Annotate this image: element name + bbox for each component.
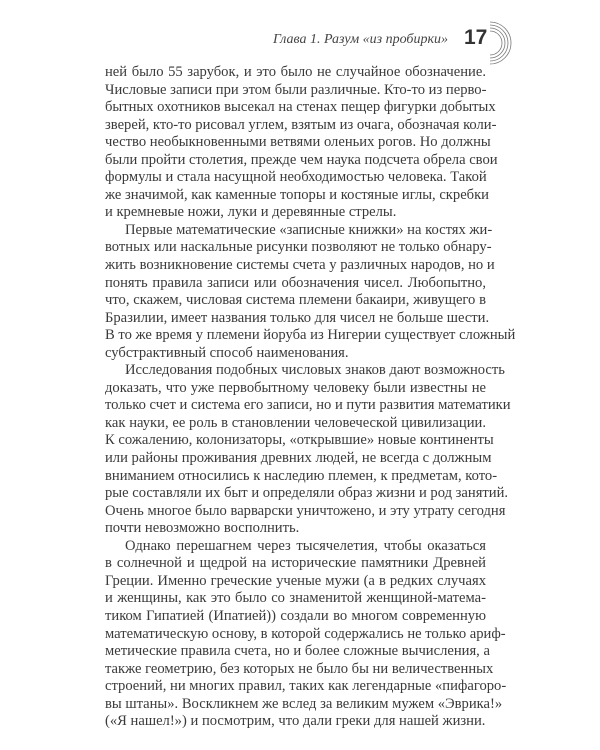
text-line: Числовые записи при этом были различные. Кто-то из перво- bbox=[105, 81, 487, 98]
text-line: доказать, что уже первобытному человеку были известны не bbox=[105, 379, 486, 396]
text-line: же значимой, как каменные топоры и костяные иглы, скребки bbox=[105, 186, 489, 203]
paragraph bbox=[105, 362, 511, 537]
text-line: также геометрию, без которых не было бы ни величественных bbox=[105, 660, 494, 677]
text-line: или районы проживания древних людей, не всегда с должным bbox=[105, 450, 492, 467]
text-line: были пройти столетия, прежде чем наука подсчета обрела свои bbox=[105, 151, 498, 168]
text-line: только счет и система его записи, но и пути развития математики bbox=[105, 397, 511, 414]
text-line: тиком Гипатией (Ипатией)) создали во многом современную bbox=[105, 607, 486, 624]
text-line: Первые математические «записные книжки» на костях жи- bbox=[125, 221, 493, 238]
text-line: вниманием относились к наследию племен, к предметам, кото- bbox=[105, 467, 498, 484]
text-line: математическую основу, в которой содержались не только ариф- bbox=[105, 625, 506, 642]
text-line: как науки, ее роль в становлении человеческой цивилизации. bbox=[105, 414, 486, 431]
text-line: Очень многое было варварски уничтожено, и эту утрату сегодня bbox=[105, 502, 506, 519]
text-line: Бразилии, имеет названия только для чисел не больше шести. bbox=[105, 309, 490, 326]
text-line: и кремневые ножи, луки и деревянные стрелы. bbox=[105, 204, 397, 221]
text-line: почти невозможно восполнить. bbox=[105, 520, 300, 537]
text-line: К сожалению, колонизаторы, «открывшие» новые континенты bbox=[105, 432, 494, 449]
text-line: в солнечной и щедрой на исторические памятники Древней bbox=[105, 555, 486, 572]
text-line: вотных или наскальные рисунки позволяют не только обнару- bbox=[105, 239, 492, 256]
paragraph bbox=[105, 64, 498, 222]
text-line: бытных охотников высекал на стенах пещер фигурки добытых bbox=[105, 99, 496, 116]
text-line: Греции. Именно греческие ученые мужи (а в редких случаях bbox=[105, 572, 486, 589]
text-line: понять правила записи или обозначения чисел. Любопытно, bbox=[105, 274, 486, 291]
text-line: что, скажем, числовая система племени бакаири, живущего в bbox=[105, 292, 486, 309]
text-line: зверей, кто-то рисовал углем, взятым из очага, обозначая коли- bbox=[105, 116, 497, 133]
paragraph bbox=[105, 537, 507, 731]
page-header bbox=[0, 28, 600, 58]
page-number: 17 bbox=[464, 26, 488, 49]
text-line: Исследования подобных числовых знаков дают возможность bbox=[125, 362, 505, 379]
text-line: субстрактивный способ наименования. bbox=[105, 344, 349, 361]
text-line: ней было 55 зарубок, и это было не случайное обозначение. bbox=[105, 64, 486, 80]
paragraph bbox=[105, 221, 516, 362]
text-line: («Я нашел!») и посмотрим, что дали греки для нашей жизни. bbox=[105, 713, 486, 730]
text-line: рые составляли их быт и определяли образ жизни и род занятий. bbox=[105, 485, 509, 502]
body-text bbox=[105, 64, 516, 731]
text-line: вы штаны». Воскликнем же вслед за великим мужем «Эврика!» bbox=[105, 695, 503, 712]
page-number-arcs-icon bbox=[472, 18, 522, 68]
running-title: Глава 1. Разум «из пробирки» bbox=[272, 32, 448, 47]
text-line: В то же время у племени йоруба из Нигерии существует сложный bbox=[105, 327, 516, 344]
text-line: строений, ни многих правил, таких как легендарные «пифагоро- bbox=[105, 678, 507, 695]
text-line: метические правила счета, но и более сложные вычисления, а bbox=[105, 643, 490, 660]
text-line: формулы и стала насущной необходимостью человека. Такой bbox=[105, 169, 487, 186]
text-line: Однако перешагнем через тысячелетия, чтобы оказаться bbox=[125, 537, 486, 554]
text-line: и женщины, как это было со знаменитой женщиной-матема- bbox=[105, 590, 486, 607]
text-line: чество необыкновенными ветвями оленьих рогов. Но должны bbox=[105, 134, 491, 151]
text-line: жить возникновение системы счета у различных народов, но и bbox=[105, 257, 495, 274]
